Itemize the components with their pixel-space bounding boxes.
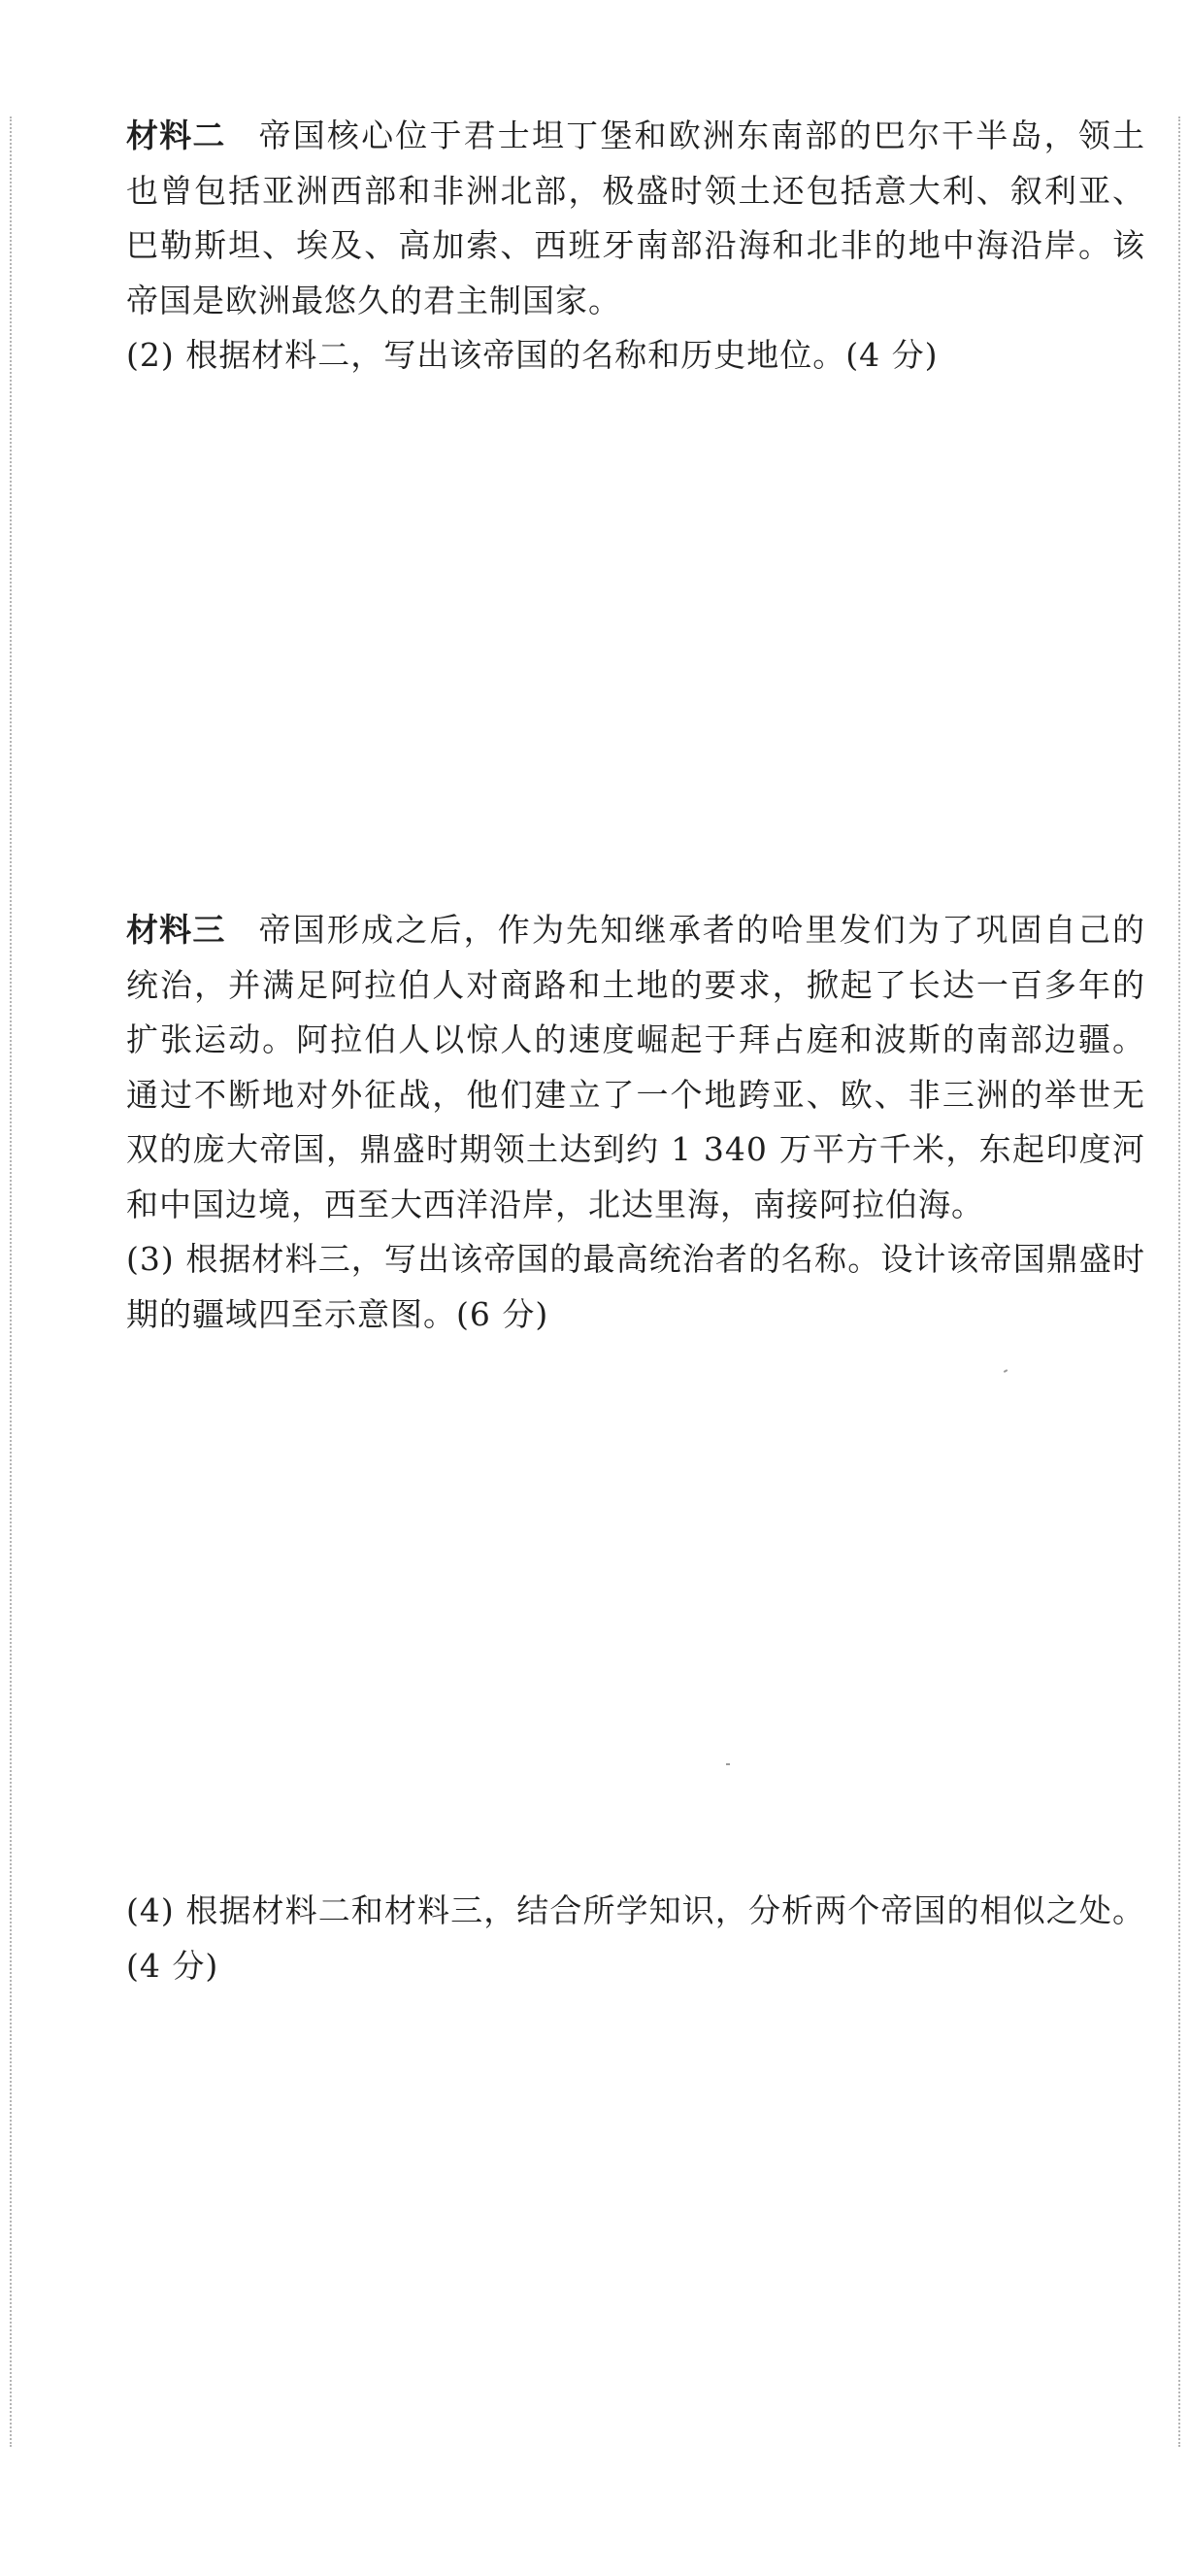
material-three-block [126,903,1145,1342]
material-three-text: 帝国形成之后，作为先知继承者的哈里发们为了巩固自己的统治，并满足阿拉伯人对商路和土地的要求，掀起了长达一百多年的扩张运动。阿拉伯人以惊人的速度崛起于拜占庭和波斯的南部边疆。通过不断地对外征战，他们建立了一个地跨亚、欧、非三洲的举世无双的庞大帝国，鼎盛时期领土达到约 1 340 万平方千米，东起印度河和中国边境，西至大西洋沿岸，北达里海，南接阿拉伯海。 [126,911,1146,1223]
question-2: (2) 根据材料二，写出该帝国的名称和历史地位。(4 分) [126,336,939,374]
question-4: (4) 根据材料二和材料三，结合所学知识，分析两个帝国的相似之处。(4 分) [126,1891,1145,1985]
stray-mark [726,1763,730,1765]
material-two-block [126,109,1145,384]
right-margin-dotted-line [1178,117,1180,2447]
material-two-paragraph [126,109,1145,328]
material-three-paragraph [126,903,1145,1232]
left-margin-dotted-line [10,117,12,2447]
answer-space-question-4[interactable] [126,2010,1145,2447]
material-three-label: 材料三 [126,911,226,949]
question-four-block [126,1884,1145,1993]
material-two-text: 帝国核心位于君士坦丁堡和欧洲东南部的巴尔干半岛，领土也曾包括亚洲西部和非洲北部，极盛时领土还包括意大利、叙利亚、巴勒斯坦、埃及、高加索、西班牙南部沿海和北非的地中海沿岸。该帝国是欧洲最悠久的君主制国家。 [126,117,1146,319]
stray-mark [1004,1369,1008,1373]
material-two-label: 材料二 [126,117,226,154]
answer-space-question-3[interactable] [126,1398,1145,1835]
answer-space-question-2[interactable] [126,437,1145,864]
question-3: (3) 根据材料三，写出该帝国的最高统治者的名称。设计该帝国鼎盛时期的疆域四至示意图。(6 分) [126,1240,1145,1333]
